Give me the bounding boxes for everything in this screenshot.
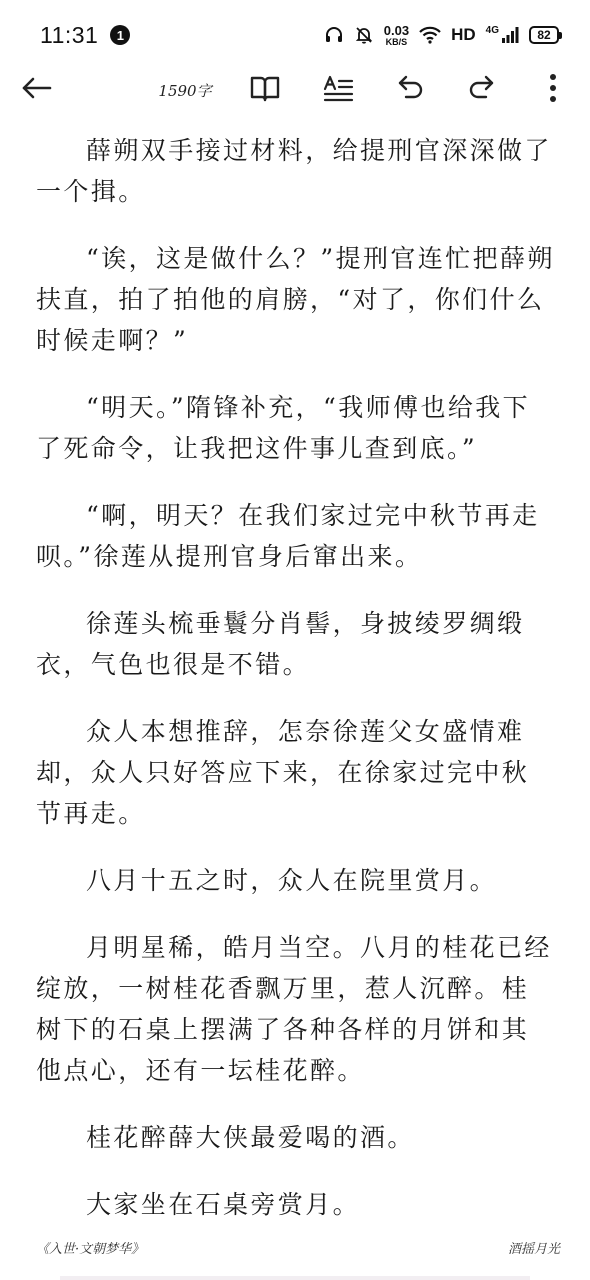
paragraph: “诶，这是做什么？”提刑官连忙把薛朔扶直，拍了拍他的肩膀，“对了，你们什么时候走啊？”: [36, 244, 555, 355]
chapter-title: 酒摇月光: [507, 1242, 560, 1257]
back-button[interactable]: [16, 70, 56, 110]
paragraph: “明天。”隋锋补充，“我师傅也给我下了死命令，让我把这件事儿查到底。”: [36, 393, 531, 463]
redo-icon: [466, 74, 498, 106]
word-count: 1590字: [158, 81, 212, 100]
battery-indicator: [529, 26, 562, 44]
headphones-icon: [324, 25, 344, 45]
redo-button[interactable]: [462, 70, 502, 110]
notification-badge: 1: [110, 25, 130, 45]
cell-signal: [486, 26, 519, 44]
status-bar: [0, 0, 590, 70]
book-title: 《入世·文朝梦华》: [36, 1242, 145, 1257]
battery-tip: [559, 32, 562, 39]
reader-toolbar: [0, 70, 590, 110]
text-format-icon: [322, 74, 354, 106]
paragraph: 大家坐在石桌旁赏月。: [86, 1190, 361, 1219]
net-speed-unit: KB/S: [385, 36, 408, 47]
more-options-button[interactable]: [538, 70, 568, 110]
network-type-label: HD: [451, 25, 476, 44]
status-left: [40, 22, 130, 49]
more-vertical-icon: [549, 73, 557, 107]
paragraph: 薛朔双手接过材料，给提刑官深深做了一个揖。: [36, 136, 552, 206]
paragraph: 月明星稀，皓月当空。八月的桂花已经绽放，一树桂花香飘万里，惹人沉醉。桂树下的石桌上摆满了各种各样的月饼和其他点心，还有一坛桂花醉。: [36, 933, 552, 1085]
status-right: [324, 24, 562, 47]
paragraph: “啊，明天？在我们家过完中秋节再走呗。”徐莲从提刑官身后窜出来。: [36, 501, 540, 571]
wifi-icon: [419, 26, 441, 44]
reading-content[interactable]: [36, 130, 556, 1251]
net-speed: [384, 24, 409, 47]
undo-icon: [394, 74, 426, 106]
back-arrow-icon: [20, 76, 52, 104]
undo-button[interactable]: [390, 70, 430, 110]
status-time: 11:31: [40, 21, 99, 48]
reader-footer: [0, 1238, 590, 1262]
table-of-contents-button[interactable]: [245, 70, 285, 110]
signal-generation: 4G: [485, 25, 499, 36]
net-speed-value: 0.03: [383, 22, 410, 38]
battery-level: 82: [529, 26, 559, 44]
paragraph: 众人本想推辞，怎奈徐莲父女盛情难却，众人只好答应下来，在徐家过完中秋节再走。: [36, 717, 530, 828]
signal-bars-icon: [501, 26, 519, 44]
paragraph: 徐莲头梳垂鬟分肖髻，身披绫罗绸缎衣，气色也很是不错。: [36, 609, 525, 679]
gesture-bar: [60, 1276, 530, 1280]
mute-bell-icon: [354, 25, 374, 45]
paragraph: 八月十五之时，众人在院里赏月。: [86, 866, 498, 895]
paragraph: 桂花醉薛大侠最爱喝的酒。: [86, 1123, 415, 1152]
book-icon: [249, 74, 281, 106]
text-format-button[interactable]: [318, 70, 358, 110]
